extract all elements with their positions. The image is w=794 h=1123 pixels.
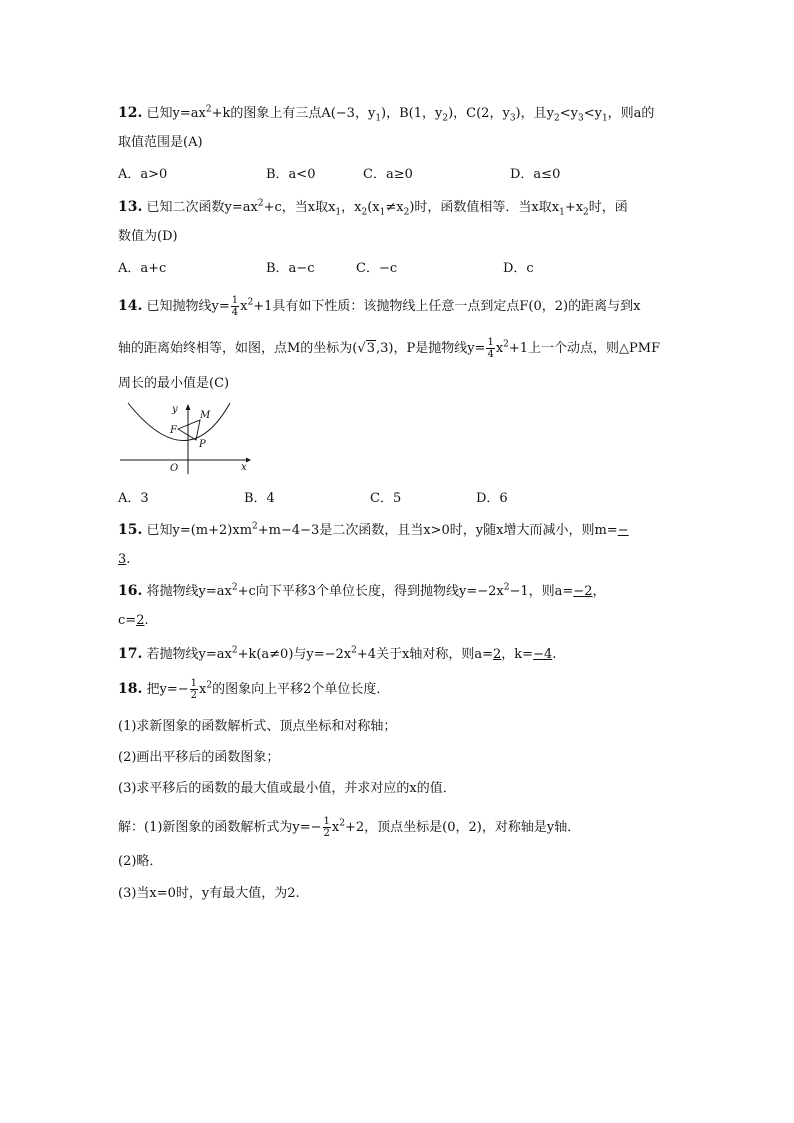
q17-number: 17.: [118, 646, 143, 662]
q18-solution1: 解：(1)新图象的函数解析式为y=− $\frac{1}{2}$ $x^2+2$，顶点坐标是(0，2)，对称轴是y轴．: [118, 816, 581, 839]
q13-option-c: C．−c: [356, 261, 398, 276]
label-x: x: [241, 462, 247, 473]
label-m: M: [200, 410, 211, 421]
label-y: y: [172, 404, 178, 415]
q15-number: 15.: [118, 522, 143, 538]
label-o: O: [170, 463, 179, 474]
q13-option-a: A．a+c: [118, 261, 167, 276]
q14-option-c: C．5: [370, 491, 402, 506]
q15-line2: 3.: [118, 552, 131, 567]
q13-options: [118, 260, 718, 278]
q12-option-d: D．a≤0: [510, 167, 561, 182]
q14-parabola-figure: [118, 398, 253, 478]
q12-option-c: C．a≥0: [363, 167, 413, 182]
q16-line2: c=2.: [118, 613, 149, 628]
q14-number: 14.: [118, 298, 143, 314]
q12-option-a: A．a>0: [118, 167, 168, 182]
q16-answer-a: −2: [573, 584, 593, 599]
q14-option-a: A．3: [118, 491, 149, 506]
q13-option-d: D．c: [503, 261, 534, 276]
q14-option-b: B．4: [244, 491, 275, 506]
q18-solution2: (2)略．: [118, 854, 163, 869]
q14-line2: 轴的距离始终相等，如图，点M的坐标为(√3,3)，P是抛物线y= $\frac{1}{4}$ $x^2+1$上一个动点，则△PMF: [118, 337, 661, 360]
q18-part3: (3)求平移后的函数的最大值或最小值，并求对应的x的值．: [118, 781, 456, 796]
label-f: F: [170, 425, 177, 436]
label-p: P: [199, 439, 206, 450]
q12-number: 12.: [118, 105, 143, 121]
q14-options: [118, 490, 718, 508]
q18-part1: (1)求新图象的函数解析式、顶点坐标和对称轴；: [118, 719, 397, 734]
q18-part2: (2)画出平移后的函数图象；: [118, 750, 280, 765]
q16-answer-c: 2: [136, 613, 145, 628]
q18-line1: 18. 把y=− $\frac{1}{2}$ $x^2$的图象向上平移2个单位长度．: [118, 678, 390, 701]
q14-option-d: D．6: [476, 491, 508, 506]
triangle-pmf: [178, 420, 200, 440]
q15-answer: −: [617, 523, 629, 538]
q13-line2: 数值为(D): [118, 229, 178, 244]
q14-line3: 周长的最小值是(C): [118, 376, 230, 391]
q12-option-b: B．a<0: [266, 167, 316, 182]
q12-options: [118, 166, 718, 184]
q16-line1: 16. 将抛物线$y=ax^2+c$向下平移3个单位长度，得到抛物线$y=-2x^2-1$，则a=−2，: [118, 582, 606, 599]
y-axis-arrow: [186, 404, 191, 410]
q18-number: 18.: [118, 681, 143, 697]
x-axis-arrow: [246, 458, 251, 463]
q17-line: 17. 若抛物线$y=ax^2+k(a\ne 0)$与$y=-2x^2+4$关于x轴对称，则a=2，k=−4.: [118, 645, 557, 662]
q14-line1: 14. 已知抛物线y= $\frac{1}{4}$ $x^2+1$具有如下性质：该抛物线上任意一点到定点F(0，2)的距离与到x: [118, 295, 641, 318]
q17-answer-k: −4: [533, 647, 553, 662]
q13-option-b: B．a−c: [266, 261, 315, 276]
q12-line1: 12. 已知$y=ax^2+k$的图象上有三点A(−3，$y_1$)，B(1，$y_2$)，C(2，$y_3$)，且$y_2<y_3<y_1$，则a的: [118, 104, 655, 124]
q13-line1: 13. 已知二次函数$y=ax^2+c$，当x取$x_1$，$x_2(x_1\ne x_2)$时，函数值相等．当x取$x_1+x_2$时，函: [118, 198, 628, 218]
q17-answer-a: 2: [493, 647, 502, 662]
q16-number: 16.: [118, 583, 143, 599]
parabola-curve: [128, 403, 230, 441]
q18-solution3: (3)当x=0时，y有最大值，为2.: [118, 886, 300, 901]
q14-fraction: $\frac{1}{4}$: [231, 295, 239, 318]
q15-line1: 15. 已知$y=(m+2)xm^2+m-4-3$是二次函数，且当x>0时，y随x增大而减小，则m=−: [118, 521, 629, 538]
q12-line2: 取值范围是(A): [118, 135, 203, 150]
q13-number: 13.: [118, 199, 143, 215]
